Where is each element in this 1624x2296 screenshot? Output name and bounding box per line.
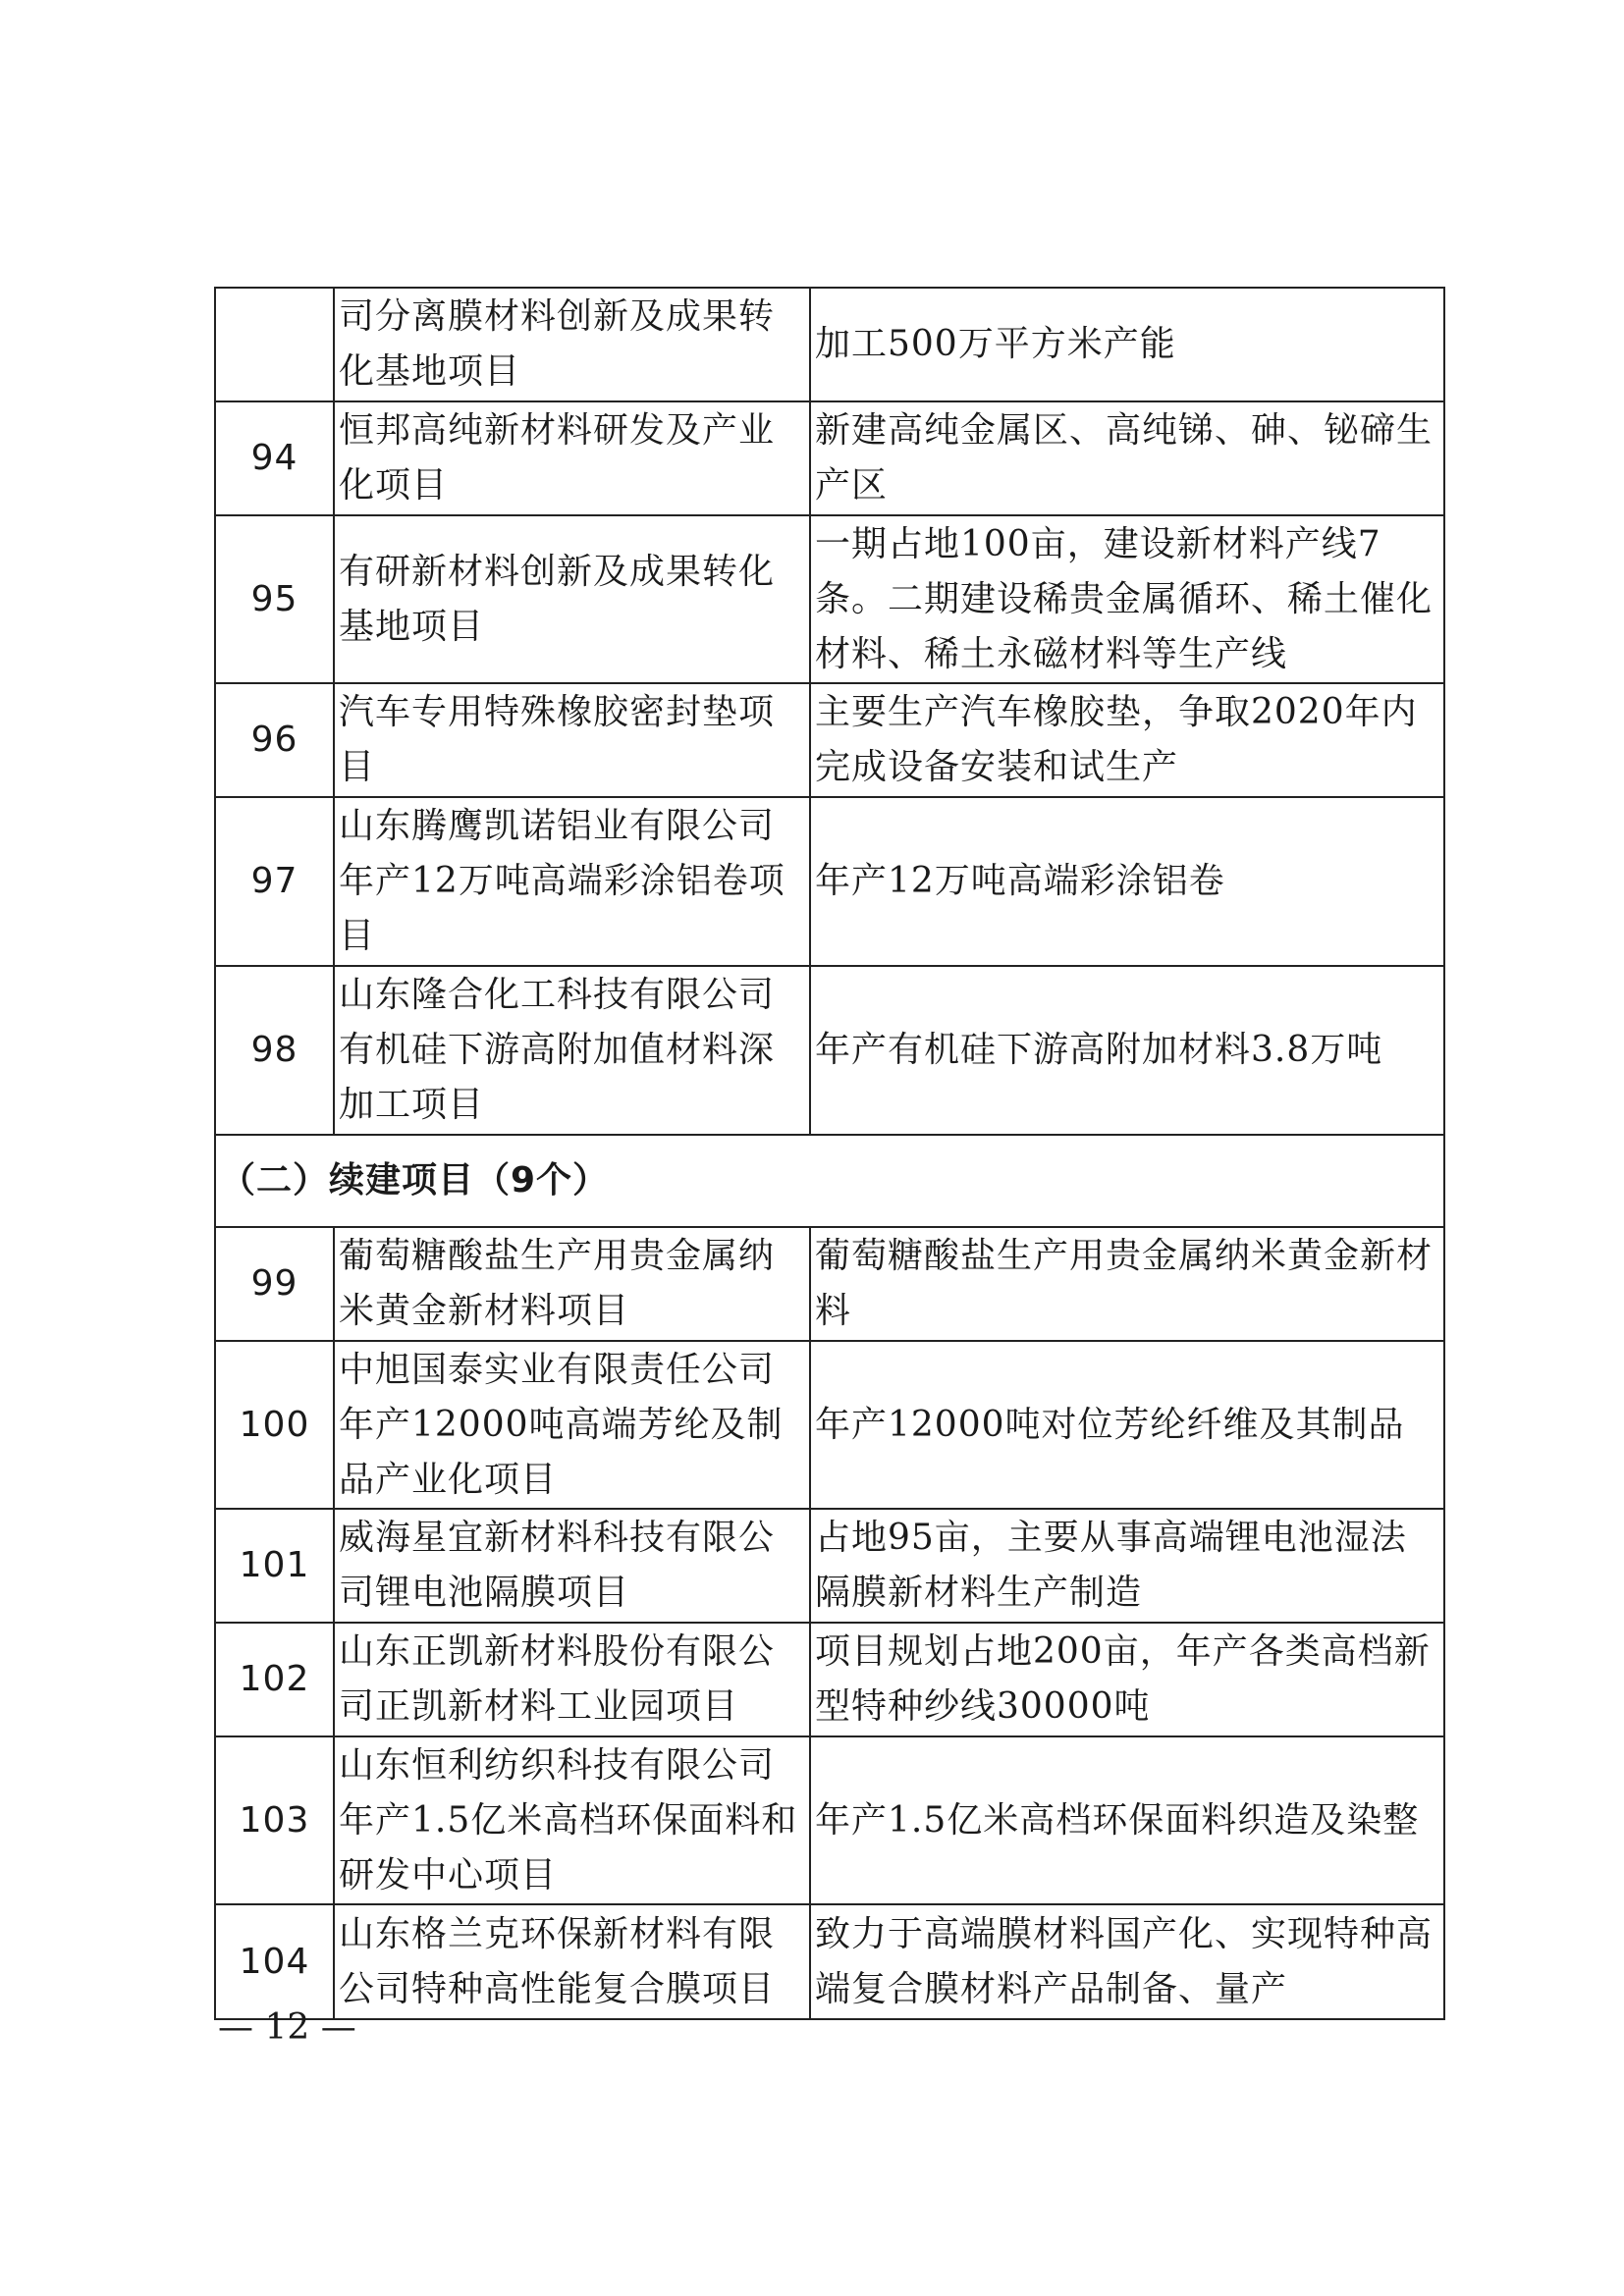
table-row xyxy=(215,1509,1444,1623)
row-number: 99 xyxy=(215,1227,334,1341)
table-row xyxy=(215,1341,1444,1509)
page-number: — 12 — xyxy=(218,2007,356,2048)
project-content: 年产1.5亿米高档环保面料织造及染整 xyxy=(810,1736,1444,1904)
row-number: 104 xyxy=(215,1904,334,2019)
project-name: 山东正凯新材料股份有限公司正凯新材料工业园项目 xyxy=(334,1623,810,1736)
project-name: 山东格兰克环保新材料有限公司特种高性能复合膜项目 xyxy=(334,1904,810,2019)
project-table xyxy=(214,287,1445,2020)
project-name: 山东隆合化工科技有限公司有机硅下游高附加值材料深加工项目 xyxy=(334,966,810,1135)
table-row xyxy=(215,1623,1444,1736)
table-row xyxy=(215,1227,1444,1341)
section-row xyxy=(215,1135,1444,1227)
table-row xyxy=(215,1904,1444,2019)
table-row xyxy=(215,966,1444,1135)
row-number xyxy=(215,288,334,401)
project-name: 威海星宜新材料科技有限公司锂电池隔膜项目 xyxy=(334,1509,810,1623)
project-name: 葡萄糖酸盐生产用贵金属纳米黄金新材料项目 xyxy=(334,1227,810,1341)
project-content: 新建高纯金属区、高纯锑、砷、铋碲生产区 xyxy=(810,401,1444,515)
row-number: 100 xyxy=(215,1341,334,1509)
table-row xyxy=(215,683,1444,797)
project-content: 项目规划占地200亩，年产各类高档新型特种纱线30000吨 xyxy=(810,1623,1444,1736)
row-number: 102 xyxy=(215,1623,334,1736)
table-row xyxy=(215,515,1444,683)
project-content: 年产12000吨对位芳纶纤维及其制品 xyxy=(810,1341,1444,1509)
project-content: 年产有机硅下游高附加材料3.8万吨 xyxy=(810,966,1444,1135)
project-content: 致力于高端膜材料国产化、实现特种高端复合膜材料产品制备、量产 xyxy=(810,1904,1444,2019)
project-name: 恒邦高纯新材料研发及产业化项目 xyxy=(334,401,810,515)
project-content: 一期占地100亩，建设新材料产线7条。二期建设稀贵金属循环、稀土催化材料、稀土永磁材料等生产线 xyxy=(810,515,1444,683)
project-content: 年产12万吨高端彩涂铝卷 xyxy=(810,797,1444,966)
project-name: 有研新材料创新及成果转化基地项目 xyxy=(334,515,810,683)
table-row xyxy=(215,797,1444,966)
row-number: 96 xyxy=(215,683,334,797)
row-number: 95 xyxy=(215,515,334,683)
table-row xyxy=(215,401,1444,515)
row-number: 103 xyxy=(215,1736,334,1904)
project-name: 山东恒利纺织科技有限公司年产1.5亿米高档环保面料和研发中心项目 xyxy=(334,1736,810,1904)
row-number: 98 xyxy=(215,966,334,1135)
project-name: 中旭国泰实业有限责任公司年产12000吨高端芳纶及制品产业化项目 xyxy=(334,1341,810,1509)
row-number: 97 xyxy=(215,797,334,966)
row-number: 94 xyxy=(215,401,334,515)
table-row xyxy=(215,1736,1444,1904)
row-number: 101 xyxy=(215,1509,334,1623)
project-name: 司分离膜材料创新及成果转化基地项目 xyxy=(334,288,810,401)
project-name: 山东腾鹰凯诺铝业有限公司年产12万吨高端彩涂铝卷项目 xyxy=(334,797,810,966)
project-content: 葡萄糖酸盐生产用贵金属纳米黄金新材料 xyxy=(810,1227,1444,1341)
table-row xyxy=(215,288,1444,401)
project-content: 主要生产汽车橡胶垫，争取2020年内完成设备安装和试生产 xyxy=(810,683,1444,797)
section-heading: （二）续建项目（9个） xyxy=(215,1135,1444,1227)
project-name: 汽车专用特殊橡胶密封垫项目 xyxy=(334,683,810,797)
project-content: 占地95亩，主要从事高端锂电池湿法隔膜新材料生产制造 xyxy=(810,1509,1444,1623)
project-content: 加工500万平方米产能 xyxy=(810,288,1444,401)
